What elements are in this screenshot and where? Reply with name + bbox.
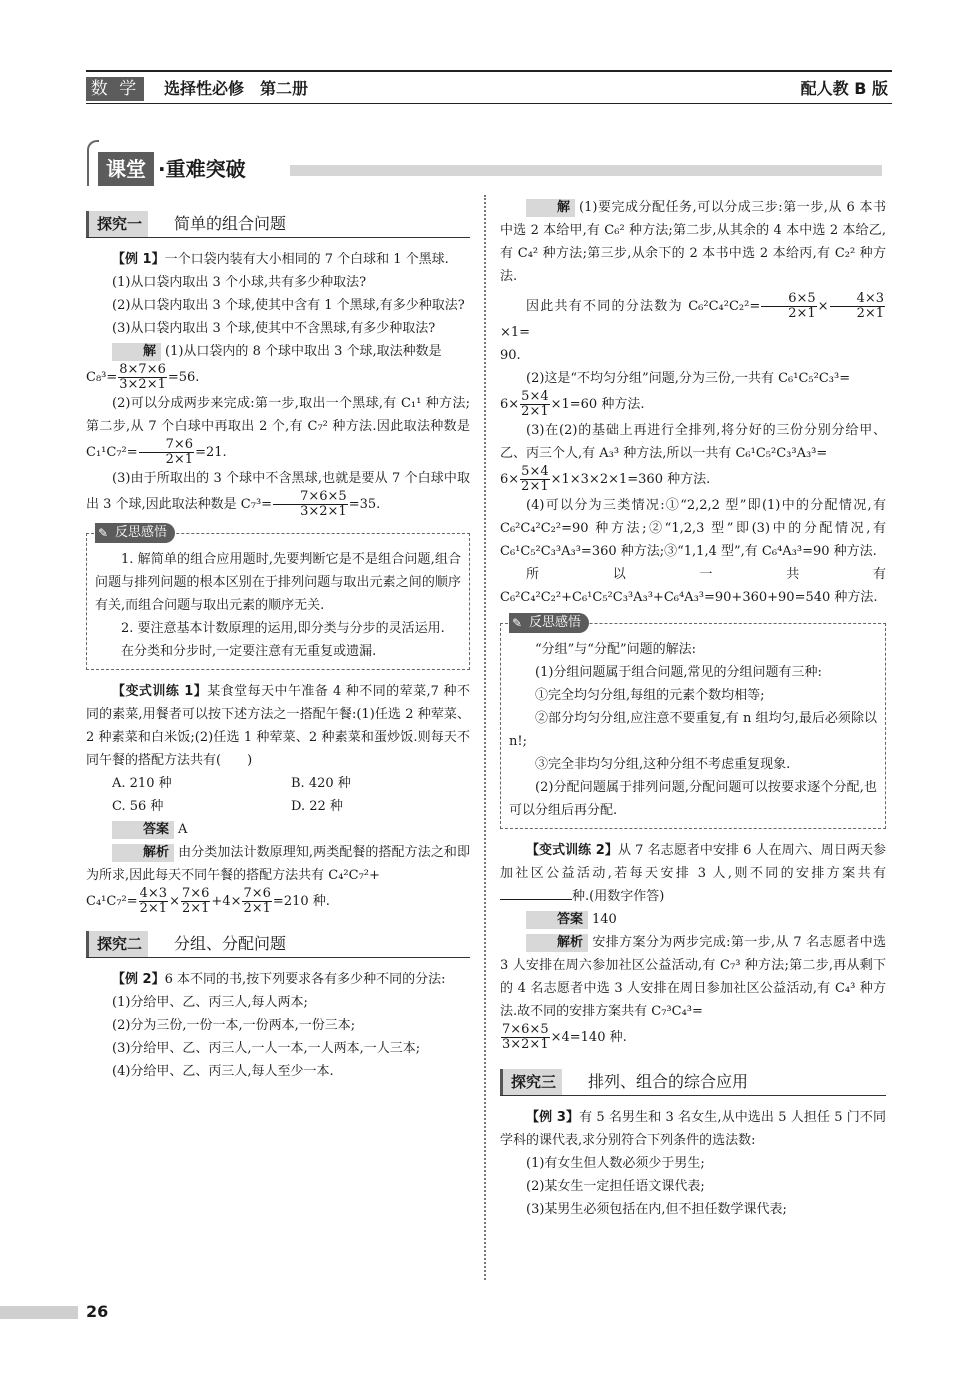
fraction: $\frac{7\times 6\times 5}{3\times 2\times 1}$ xyxy=(502,1022,549,1052)
example-tag: 【例 2】 xyxy=(112,972,165,987)
subject-badge: 数 学 xyxy=(86,77,144,101)
fraction: $\frac{7\times 6}{2\times 1}$ xyxy=(181,886,210,916)
topic-title: 排列、组合的综合应用 xyxy=(588,1072,749,1091)
reflection-box-1 xyxy=(86,525,470,670)
reflection-label: ✎ 反思感悟 xyxy=(509,613,589,633)
option-d: D. 22 种 xyxy=(291,799,343,814)
training-tag: 【变式训练 2】 xyxy=(526,843,618,858)
training-2-question: 【变式训练 2】从 7 名志愿者中安排 6 人在周六、周日两天参加社区公益活动,若每天安排 3 人,则不同的安排方案共有种.(用数字作答) xyxy=(500,843,886,904)
example-3-q3: (3)某男生必须包括在内,但不担任数学课代表; xyxy=(526,1202,787,1217)
section-tag: 课堂 xyxy=(98,152,154,186)
training-1-options xyxy=(86,772,470,818)
fraction: $\frac{7\times 6}{2\times 1}$ xyxy=(139,438,194,467)
reflection-p4: ②部分均匀分组,应注意不要重复,有 n 组均匀,最后必须除以 n!; xyxy=(509,711,877,749)
reflection-p2: 2. 要注意基本计数原理的运用,即分类与分步的灵活运用. xyxy=(121,621,445,636)
example-1-q1: (1)从口袋内取出 3 个小球,共有多少种取法? xyxy=(112,275,367,290)
reflection-p6: (2)分配问题属于排列问题,分配问题可以按要求逐个分配,也可以分组后再分配. xyxy=(509,780,877,818)
reflection-p2: (1)分组问题属于组合问题,常见的分组问题有三种: xyxy=(535,665,822,680)
fraction: $\frac{4\times 3}{2\times 1}$ xyxy=(139,886,168,916)
reflection-p3: ①完全均匀分组,每组的元素个数均相等; xyxy=(535,688,765,703)
reflection-p1: 1. 解简单的组合应用题时,先要判断它是不是组合问题,组合问题与排列问题的根本区别在于排列问题与取出元素之间的顺序有关,而组合问题与取出元素的顺序无关. xyxy=(95,552,461,613)
solution-2-part1-total: 因此共有不同的分法数为 C₆²C₄²C₂²= $\frac{6\times 5}{2\times 1}$ × $\frac{4\times 3}{2\times 1}$ ×1= xyxy=(500,291,884,340)
right-column xyxy=(500,196,886,1221)
fraction: $\frac{5\times 4}{2\times 1}$ xyxy=(521,464,549,494)
topic-title: 分组、分配问题 xyxy=(174,934,287,953)
example-2-q3: (3)分给甲、乙、丙三人,一人一本,一人两本,一人三本; xyxy=(112,1041,421,1056)
topic-title: 简单的组合问题 xyxy=(174,214,287,233)
topic-label: 探究二 xyxy=(86,931,148,957)
answer-tag: 答案 xyxy=(112,821,174,839)
left-column xyxy=(86,204,470,1083)
section-title: ·重难突破 xyxy=(158,157,246,181)
reflection-p3: 在分类和分步时,一定要注意有无重复或遗漏. xyxy=(121,644,377,659)
example-2-q2: (2)分为三份,一份一本,一份两本,一份三本; xyxy=(112,1018,356,1033)
training-tag: 【变式训练 1】 xyxy=(112,684,208,699)
example-tag: 【例 3】 xyxy=(526,1110,580,1125)
fraction: $\frac{7\times 6}{2\times 1}$ xyxy=(243,886,271,916)
topic-heading-3 xyxy=(500,1066,886,1096)
example-1-intro: 【例 1】一个口袋内装有大小相同的 7 个白球和 1 个黑球. xyxy=(112,252,449,267)
solution-2-part2-formula: 6× $\frac{5\times 4}{2\times 1}$ ×1=60 种方法. xyxy=(500,389,645,419)
topic-label: 探究一 xyxy=(86,211,148,237)
column-divider xyxy=(484,195,486,1280)
solution-1-part1-formula: C₈³= $\frac{8\times 7\times 6}{3\times 2\times 1}$ =56. xyxy=(86,362,200,392)
training-1-answer: 答案 A xyxy=(86,818,470,841)
example-tag: 【例 1】 xyxy=(112,252,165,267)
fraction: $\frac{8\times 7\times 6}{3\times 2\times 1}$ xyxy=(119,362,166,392)
training-1-explanation: 解析 由分类加法计数原理知,两类配餐的搭配方法之和即为所求,因此每天不同午餐的搭配方法共有 C₄²C₇²+ xyxy=(86,845,470,883)
solution-2-part3: (3)在(2)的基础上再进行全排列,将分好的三份分别分给甲、乙、丙三个人,有 A₃³ 种方法,所以一共有 C₆¹C₅²C₃³A₃³= xyxy=(500,423,886,461)
page-number: 26 xyxy=(86,1302,109,1321)
answer-tag: 答案 xyxy=(526,911,588,929)
solution-2-part1: 解 (1)要完成分配任务,可以分成三步:第一步,从 6 本书中选 2 本给甲,有 C₆² 种方法;第二步,从其余的 4 本中选 2 本给乙,有 C₄² 种方法;第三步,从余下的 2 本书中选 2 本给丙,有 C₂² 种方法. xyxy=(500,200,886,284)
topic-label: 探究三 xyxy=(500,1069,562,1095)
example-2-q4: (4)分给甲、乙、丙三人,每人至少一本. xyxy=(112,1064,334,1079)
solution-2-part4: (4)可以分为三类情况:①“2,2,2 型”即(1)中的分配情况,有 C₆²C₄²C₂²=90 种方法;②“1,2,3 型”即(3)中的分配情况,有 C₆¹C₅²C₃³A₃³=360 种方法;③“1,1,4 型”,有 C₆⁴A₃³=90 种方法. xyxy=(500,498,886,559)
topic-heading-1 xyxy=(86,208,470,238)
solution-1-part3: (3)由于所取出的 3 个球中不含黑球,也就是要从 7 个白球中取出 3 个球,因此取法种数是 C₇³= $\frac{7\times 6\times 5}{3\times 2\times 1}$ =35. xyxy=(86,471,470,519)
fraction: $\frac{6\times 5}{2\times 1}$ xyxy=(761,292,816,321)
training-1-formula: C₄¹C₇²= $\frac{4\times 3}{2\times 1}$ × $\frac{7\times 6}{2\times 1}$ +4× $\frac{7\times 6}{2\times 1}$ =210 种. xyxy=(86,886,330,916)
running-header xyxy=(86,70,892,104)
example-3-q2: (2)某女生一定担任语文课代表; xyxy=(526,1179,705,1194)
reflection-label: ✎ 反思感悟 xyxy=(95,523,175,543)
example-1-q3: (3)从口袋内取出 3 个球,使其中不含黑球,有多少种取法? xyxy=(112,321,436,336)
explanation-tag: 解析 xyxy=(526,934,588,952)
fraction: $\frac{5\times 4}{2\times 1}$ xyxy=(521,389,549,419)
example-3-intro: 【例 3】有 5 名男生和 3 名女生,从中选出 5 人担任 5 门不同学科的课代表,求分别符合下列条件的选法数: xyxy=(500,1110,886,1148)
reflection-p1: “分组”与“分配”问题的解法: xyxy=(535,642,696,657)
training-1-question: 【变式训练 1】某食堂每天中午准备 4 种不同的荤菜,7 种不同的素菜,用餐者可以按下述方法之一搭配午餐:(1)任选 2 种荤菜、2 种素菜和白米饭;(2)任选 1 种荤菜、2 种素菜和蛋炒饭.则每天不同午餐的搭配方法共有( ) xyxy=(86,684,470,768)
example-1-q2: (2)从口袋内取出 3 个球,使其中含有 1 个黑球,有多少种取法? xyxy=(112,298,465,313)
training-2-answer: 答案 140 xyxy=(500,908,886,931)
option-b: B. 420 种 xyxy=(291,776,351,791)
solution-2-total: 所以一共有 C₆²C₄²C₂²+C₆¹C₅²C₃³A₃³+C₆⁴A₃³=90+360+90=540 种方法. xyxy=(500,567,886,605)
reflection-box-2 xyxy=(500,615,886,829)
option-a: A. 210 种 xyxy=(112,776,172,791)
solution-tag: 解 xyxy=(112,343,161,361)
fraction: $\frac{4\times 3}{2\times 1}$ xyxy=(830,292,885,321)
training-2-explanation: 解析 安排方案分为两步完成:第一步,从 7 名志愿者中选 3 人安排在周六参加社区公益活动,有 C₇³ 种方法;第二步,再从剩下的 4 名志愿者中选 3 人安排在周日参加社区公益活动,有 C₄³ 种方法.故不同的安排方案共有 C₇³C₄³= xyxy=(500,935,886,1019)
solution-2-part2: (2)这是“不均匀分组”问题,分为三份,一共有 C₆¹C₅²C₃³= xyxy=(526,371,851,386)
explanation-tag: 解析 xyxy=(112,844,174,862)
fraction: $\frac{7\times 6\times 5}{3\times 2\times 1}$ xyxy=(273,490,348,519)
option-c: C. 56 种 xyxy=(112,799,164,814)
solution-1-part2: (2)可以分成两步来完成:第一步,取出一个黑球,有 C₁¹ 种方法;第二步,从 7 个白球中再取出 2 个,有 C₇² 种方法.因此取法种数是 C₁¹C₇²= $\frac{7\times 6}{2\times 1}$ =21. xyxy=(86,396,470,467)
topic-heading-2 xyxy=(86,928,470,958)
section-bar xyxy=(290,165,882,176)
reflection-p5: ③完全非均匀分组,这种分组不考虑重复现象. xyxy=(535,757,791,772)
example-3-q1: (1)有女生但人数必须少于男生; xyxy=(526,1156,705,1171)
solution-2-part3-formula: 6× $\frac{5\times 4}{2\times 1}$ ×1×3×2×1=360 种方法. xyxy=(500,464,711,494)
example-2-intro: 【例 2】6 本不同的书,按下列要求各有多少种不同的分法: xyxy=(112,972,446,987)
edition-label: 配人教 B 版 xyxy=(800,79,888,98)
solution-1-part1: 解 (1)从口袋内的 8 个球中取出 3 个球,取法种数是 xyxy=(86,340,470,363)
book-title: 选择性必修 第二册 xyxy=(164,79,309,98)
solution-tag: 解 xyxy=(526,199,575,217)
answer-blank xyxy=(500,886,572,900)
footer-bar xyxy=(0,1306,78,1319)
training-2-formula: $\frac{7\times 6\times 5}{3\times 2\times 1}$ ×4=140 种. xyxy=(502,1022,627,1052)
solution-2-part1-result: 90. xyxy=(500,348,521,363)
example-2-q1: (1)分给甲、乙、丙三人,每人两本; xyxy=(112,995,308,1010)
